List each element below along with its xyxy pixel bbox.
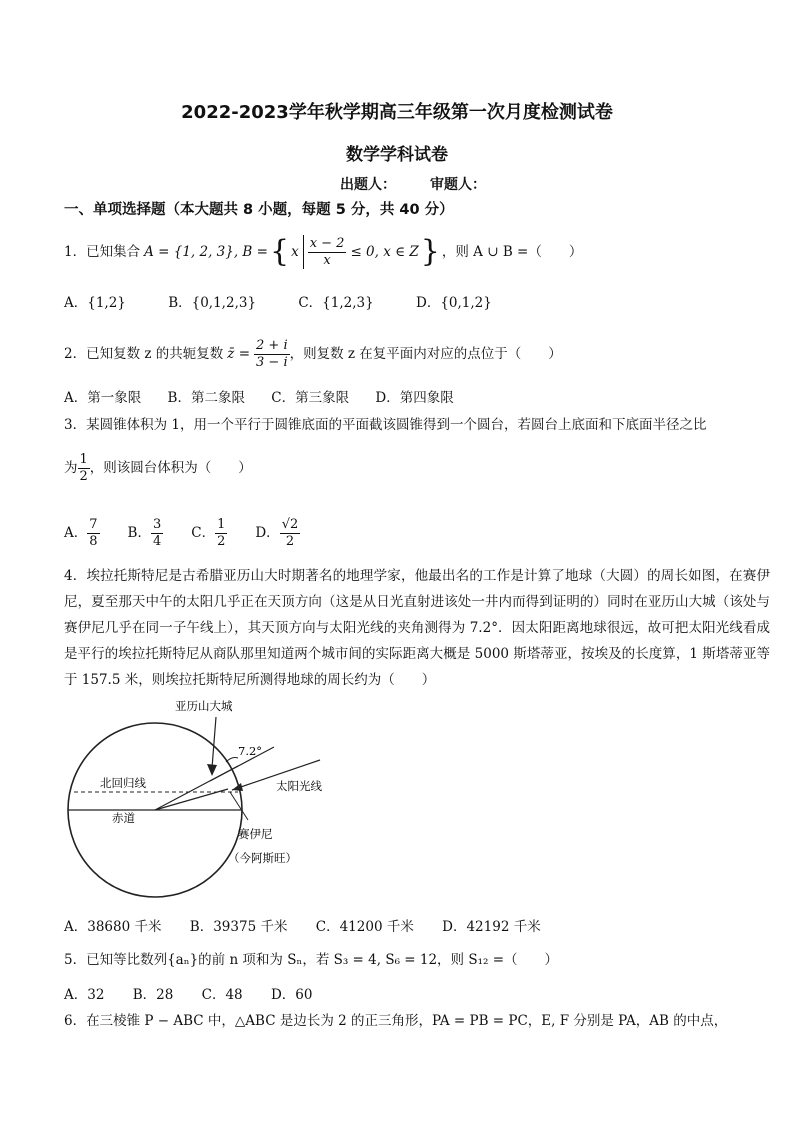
section-heading: 一、单项选择题（本大题共 8 小题，每题 5 分，共 40 分） — [64, 202, 454, 218]
q3-choice-d-frac — [280, 517, 301, 550]
label-aswan: （今阿斯旺） — [228, 851, 297, 865]
exam-title: 2022-2023学年秋学期高三年级第一次月度检测试卷 — [181, 102, 613, 123]
q1-prefix: 1．已知集合 — [64, 244, 141, 260]
q6-text: 6．在三棱锥 P − ABC 中，△ABC 是边长为 2 的正三角形，PA = PB = PC，E, F 分别是 PA，AB 的中点， — [64, 1013, 728, 1029]
q4-choice-a[interactable]: A．38680 千米 — [64, 919, 162, 935]
q5-choice-a[interactable]: A．32 — [64, 987, 105, 1003]
q5-text: 5．已知等比数列{aₙ}的前 n 项和为 Sₙ，若 S₃ = 4, S₆ = 12，则 S₁₂ =（ ） — [64, 952, 559, 968]
q1-choices — [64, 294, 518, 312]
q1-frac-num: x − 2 — [309, 235, 345, 251]
q3-choice-b-num: 3 — [152, 516, 162, 532]
label-syene: 赛伊尼 — [238, 827, 273, 841]
label-equator: 赤道 — [112, 811, 135, 825]
label-angle: 7.2° — [238, 744, 263, 758]
q1-var: x — [291, 244, 299, 260]
q2-zbar: z̄ = — [227, 346, 251, 362]
q3-choices — [64, 510, 300, 556]
q3-choice-a[interactable] — [64, 517, 100, 550]
q5-choice-d[interactable]: D．60 — [270, 987, 313, 1003]
q3-line2 — [64, 448, 252, 488]
q3-choice-b-den: 4 — [152, 533, 162, 549]
earth-diagram — [60, 692, 360, 907]
q2-fraction — [254, 338, 290, 371]
q3-choice-c[interactable] — [191, 517, 227, 550]
label-alexandria: 亚历山大城 — [175, 699, 233, 713]
sunray-arrowhead-2 — [207, 764, 217, 776]
q3-choice-d-den: 2 — [285, 533, 295, 549]
q5-choice-b[interactable]: B．28 — [132, 987, 174, 1003]
q3-choice-d-num: √2 — [281, 516, 299, 532]
q3-line2-prefix: 为 — [64, 460, 78, 476]
q3-line1: 3．某圆锥体积为 1，用一个平行于圆锥底面的平面截该圆锥得到一个圆台，若圆台上底面和下底面半径之比 — [64, 417, 707, 433]
q2-suffix: ，则复数 z 在复平面内对应的点位于（ ） — [289, 346, 562, 362]
q4-choice-c[interactable]: C．41200 千米 — [315, 919, 414, 935]
q1-cond: ≤ 0, x ∈ Z — [350, 244, 419, 260]
q1-brace-open: { — [269, 234, 290, 269]
setter-label: 出题人： — [340, 177, 396, 193]
q3-choice-c-frac — [215, 517, 227, 550]
q2-choices — [64, 389, 480, 407]
q3-choice-b-frac — [151, 517, 163, 550]
q3-ratio-num: 1 — [79, 451, 88, 467]
question-1 — [64, 232, 582, 272]
sunray-line-2 — [212, 717, 216, 768]
q3-choice-d[interactable] — [255, 517, 300, 550]
question-2 — [64, 334, 562, 374]
q5-choice-c[interactable]: C．48 — [201, 987, 243, 1003]
q2-choice-a[interactable]: A．第一象限 — [64, 390, 142, 406]
q1-frac-den: x — [323, 252, 331, 268]
q5-choices — [64, 986, 338, 1004]
syene-pointer — [230, 792, 248, 820]
q2-prefix: 2．已知复数 z 的共轭复数 — [64, 346, 224, 362]
exam-subtitle: 数学学科试卷 — [346, 145, 448, 165]
q1-choice-b[interactable]: B．{0,1,2,3} — [168, 295, 257, 311]
q4-choice-b[interactable]: B．39375 千米 — [189, 919, 288, 935]
q4-choices — [64, 918, 567, 936]
q3-choice-c-den: 2 — [217, 533, 226, 549]
q1-fraction — [308, 236, 347, 269]
q3-choice-a-num: 7 — [89, 516, 98, 532]
q4-choice-d[interactable]: D．42192 千米 — [442, 919, 541, 935]
q3-choice-a-label: A． — [64, 525, 88, 541]
q3-choice-b[interactable] — [128, 517, 164, 550]
q3-choice-a-frac — [87, 517, 99, 550]
q2-choice-d[interactable]: D．第四象限 — [375, 390, 454, 406]
label-tropic: 北回归线 — [100, 776, 146, 790]
q1-suffix: ，则 A ∪ B =（ ） — [441, 244, 583, 260]
q2-choice-b[interactable]: B．第二象限 — [167, 390, 245, 406]
q3-line2-suffix: ，则该圆台体积为（ ） — [89, 460, 252, 476]
q3-choice-b-label: B． — [127, 525, 151, 541]
q1-brace-close: } — [420, 234, 440, 269]
label-sunray: 太阳光线 — [276, 779, 322, 793]
reviewer-label: 审题人： — [430, 177, 486, 193]
q2-choice-c[interactable]: C．第三象限 — [271, 390, 350, 406]
q3-choice-d-label: D． — [255, 525, 280, 541]
q3-ratio-den: 2 — [79, 468, 88, 484]
q3-choice-c-label: C． — [191, 525, 216, 541]
q1-sets: A = {1, 2, 3}, B = — [144, 244, 268, 260]
q2-frac-num: 2 + i — [256, 337, 288, 353]
q2-frac-den: 3 − i — [256, 354, 288, 370]
q1-bar — [303, 235, 304, 269]
q1-choice-a[interactable]: A．{1,2} — [64, 295, 126, 311]
q3-choice-c-num: 1 — [217, 516, 226, 532]
q3-choice-a-den: 8 — [89, 533, 98, 549]
q3-ratio — [78, 452, 90, 485]
q1-choice-c[interactable]: C．{1,2,3} — [298, 295, 374, 311]
q4-text: 4．埃拉托斯特尼是古希腊亚历山大时期著名的地理学家，他最出名的工作是计算了地球（大圆）的周长如图，在赛伊尼，夏至那天中午的太阳几乎正在天顶方向（这是从日光直射进该处一井内而得到证明的）同时在亚历山大城（该处与赛伊尼几乎在同一子午线上），其天顶方向与太阳光线的夹角测得为 7.2°．因太阳距离地球很远，故可把太阳光线看成是平行的埃拉托斯特尼从商队那里知道两个城市间的实际距离大概是 5000 斯塔蒂亚，按埃及的长度算，1 斯塔蒂亚等于 157.5 米，则埃拉托斯特尼所测得地球的周长约为（ ） — [64, 568, 770, 688]
q1-choice-d[interactable]: D．{0,1,2} — [416, 295, 492, 311]
